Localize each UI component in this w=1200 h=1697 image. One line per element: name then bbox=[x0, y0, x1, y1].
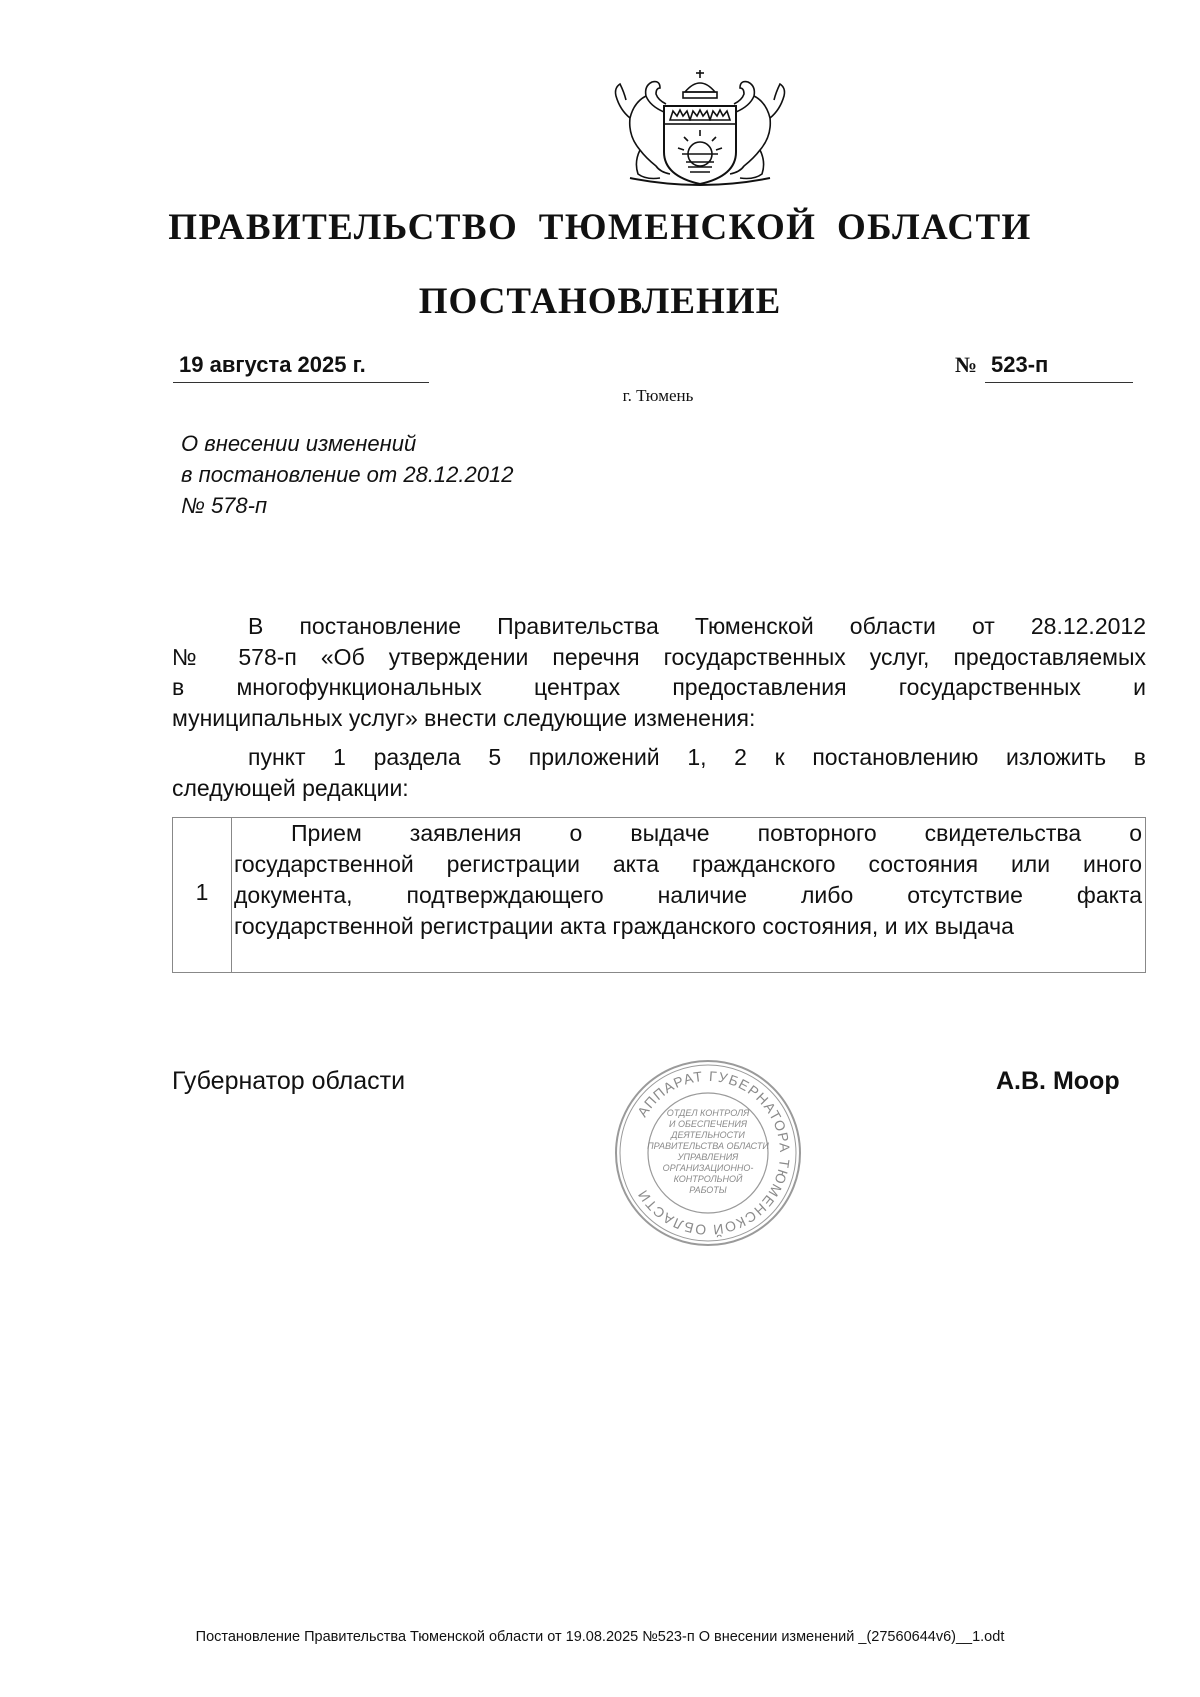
paragraph-line: № 578-п «Об утверждении перечня государственных услуг, предоставляемых bbox=[172, 643, 1146, 670]
seal-inner-line: КОНТРОЛЬНОЙ bbox=[673, 1174, 743, 1184]
document-type-title: ПОСТАНОВЛЕНИЕ bbox=[418, 281, 782, 322]
table-text-line: государственной регистрации акта гражданского состояния, и их выдача bbox=[234, 913, 1014, 939]
table-cell-number bbox=[173, 818, 232, 972]
seal-inner-line: ДЕЯТЕЛЬНОСТИ bbox=[671, 1130, 745, 1140]
coat-of-arms-emblem bbox=[590, 66, 810, 188]
row-number: 1 bbox=[195, 879, 209, 905]
table-text-line: документа, подтверждающего наличие либо отсутствие факта bbox=[234, 882, 1142, 908]
paragraph-line: пункт 1 раздела 5 приложений 1, 2 к постановлению изложить в bbox=[248, 744, 1146, 770]
amendment-table bbox=[172, 817, 1146, 973]
seal-inner-line: ОТДЕЛ КОНТРОЛЯ bbox=[666, 1108, 750, 1118]
document-footer: Постановление Правительства Тюменской области от 19.08.2025 №523-п О внесении изменений _(27560644v6)__1.odt bbox=[195, 1629, 1005, 1645]
paragraph-line: муниципальных услуг» внести следующие изменения: bbox=[172, 704, 756, 731]
seal-inner-line: УПРАВЛЕНИЯ bbox=[677, 1152, 739, 1162]
paragraph-line: следующей редакции: bbox=[172, 774, 409, 801]
table-text-line: государственной регистрации акта гражданского состояния или иного bbox=[234, 851, 1142, 877]
number-sign: № bbox=[955, 352, 978, 377]
document-subject bbox=[181, 428, 513, 521]
seal-outer-text: АППАРАТ ГУБЕРНАТОРА ТЮМЕНСКОЙ ОБЛАСТИ bbox=[634, 1067, 794, 1239]
body-paragraph-2 bbox=[172, 742, 1146, 803]
seal-inner-line: ПРАВИТЕЛЬСТВА ОБЛАСТИ bbox=[647, 1141, 769, 1151]
signatory-position: Губернатор области bbox=[172, 1067, 406, 1095]
city-label: г. Тюмень bbox=[622, 386, 694, 405]
number-field bbox=[985, 352, 1133, 383]
organization-title: ПРАВИТЕЛЬСТВО ТЮМЕНСКОЙ ОБЛАСТИ bbox=[168, 207, 1032, 248]
document-date: 19 августа 2025 г. bbox=[179, 352, 366, 377]
table-cell-text bbox=[234, 818, 1142, 942]
table-text-line: Прием заявления о выдаче повторного свидетельства о bbox=[291, 820, 1142, 846]
seal-inner-line: ОРГАНИЗАЦИОННО- bbox=[662, 1163, 754, 1173]
subject-line: № 578-п bbox=[181, 493, 268, 518]
paragraph-line: В постановление Правительства Тюменской области от 28.12.2012 bbox=[248, 613, 1146, 639]
official-seal-stamp bbox=[613, 1058, 803, 1248]
seal-inner-line: И ОБЕСПЕЧЕНИЯ bbox=[669, 1119, 747, 1129]
paragraph-line: в многофункциональных центрах предоставления государственных и bbox=[172, 674, 1146, 700]
seal-inner-line: РАБОТЫ bbox=[689, 1185, 727, 1195]
document-number: 523-п bbox=[991, 352, 1049, 377]
date-field bbox=[173, 352, 429, 383]
subject-line: О внесении изменений bbox=[181, 431, 417, 456]
subject-line: в постановление от 28.12.2012 bbox=[181, 462, 514, 487]
body-paragraph-1 bbox=[172, 611, 1146, 733]
signatory-name: А.В. Моор bbox=[996, 1067, 1120, 1095]
